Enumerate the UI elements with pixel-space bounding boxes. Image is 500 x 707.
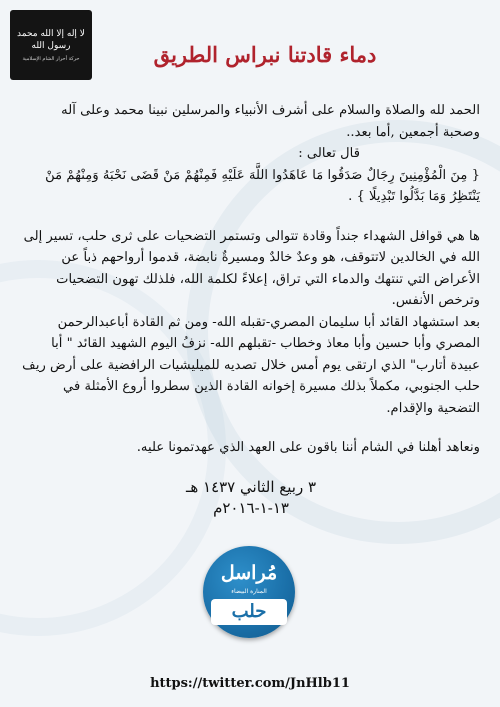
banner-shahada: لا إله إلا الله محمد رسول الله bbox=[17, 28, 85, 51]
qal-label: قال تعالى : bbox=[298, 146, 360, 161]
paragraph-martyrs: ها هي قوافل الشهداء جنداً وقادة تتوالى وتستمر التضحيات على ثرى حلب، تسير إلى الله في الخالدين لاتتوقف، هو وعدٌ خالدٌ ومسيرةٌ نابضة، قدموا أرواحهم ذباً عن الأعراض التي تنتهك والدماء التي تراق، إعلاءً لكلمة الله، فلذلك تهون التضحيات وترخص الأنفس. bbox=[23, 228, 480, 308]
paragraph-leaders: بعد استشهاد القائد أبا سليمان المصري-تقبله الله- ومن ثم القادة أباعبدالرحمن المصري وأبا حسين وأبا معاذ وخطاب -تقبلهم الله- نزفُ اليوم الشهيد القائد " أبا عبيدة أتارب" الذي ارتقى يوم أمس خلال تصديه للميليشيات الرافضية على أرض ريف حلب الجنوبي، مكملاً بذلك مسيرة إخوانه القادة الذين سطروا أروع الأمثلة في التضحية والإقدام. bbox=[22, 314, 480, 416]
logo-city: حلب bbox=[211, 599, 287, 625]
date-gregorian: ١٣-١-٢٠١٦م bbox=[213, 498, 289, 517]
logo-title: مُراسل bbox=[220, 562, 278, 584]
twitter-link[interactable]: https://twitter.com/JnHlb11 bbox=[150, 676, 350, 691]
page-title: دماء قادتنا نبراس الطريق bbox=[153, 42, 377, 67]
correspondent-logo bbox=[203, 546, 295, 638]
black-banner-logo bbox=[10, 10, 92, 80]
quran-verse: { مِنَ الْمُؤْمِنِينَ رِجَالٌ صَدَقُوا مَا عَاهَدُوا اللَّهَ عَلَيْهِ فَمِنْهُمْ مَنْ قَضَى نَحْبَهُ وَمِنْهُمْ مَنْ يَنْتَظِرُ وَمَا بَدَّلُوا تَبْدِيلًا } . bbox=[45, 167, 480, 204]
banner-subtitle: حركة أحرار الشام الإسلامية bbox=[22, 55, 80, 62]
date-hijri: ٣ ربيع الثاني ١٤٣٧ هـ bbox=[185, 477, 317, 496]
paragraph-pledge: ونعاهد أهلنا في الشام أننا باقون على العهد الذي عهدتمونا عليه. bbox=[136, 440, 480, 455]
logo-subtitle: المنارة البيضاء bbox=[231, 588, 267, 595]
opening-line: الحمد لله والصلاة والسلام على أشرف الأنبياء والمرسلين نبينا محمد وعلى آله وصحبة أجمعين ,أما بعد.. bbox=[61, 103, 480, 140]
statement-body bbox=[22, 100, 480, 519]
